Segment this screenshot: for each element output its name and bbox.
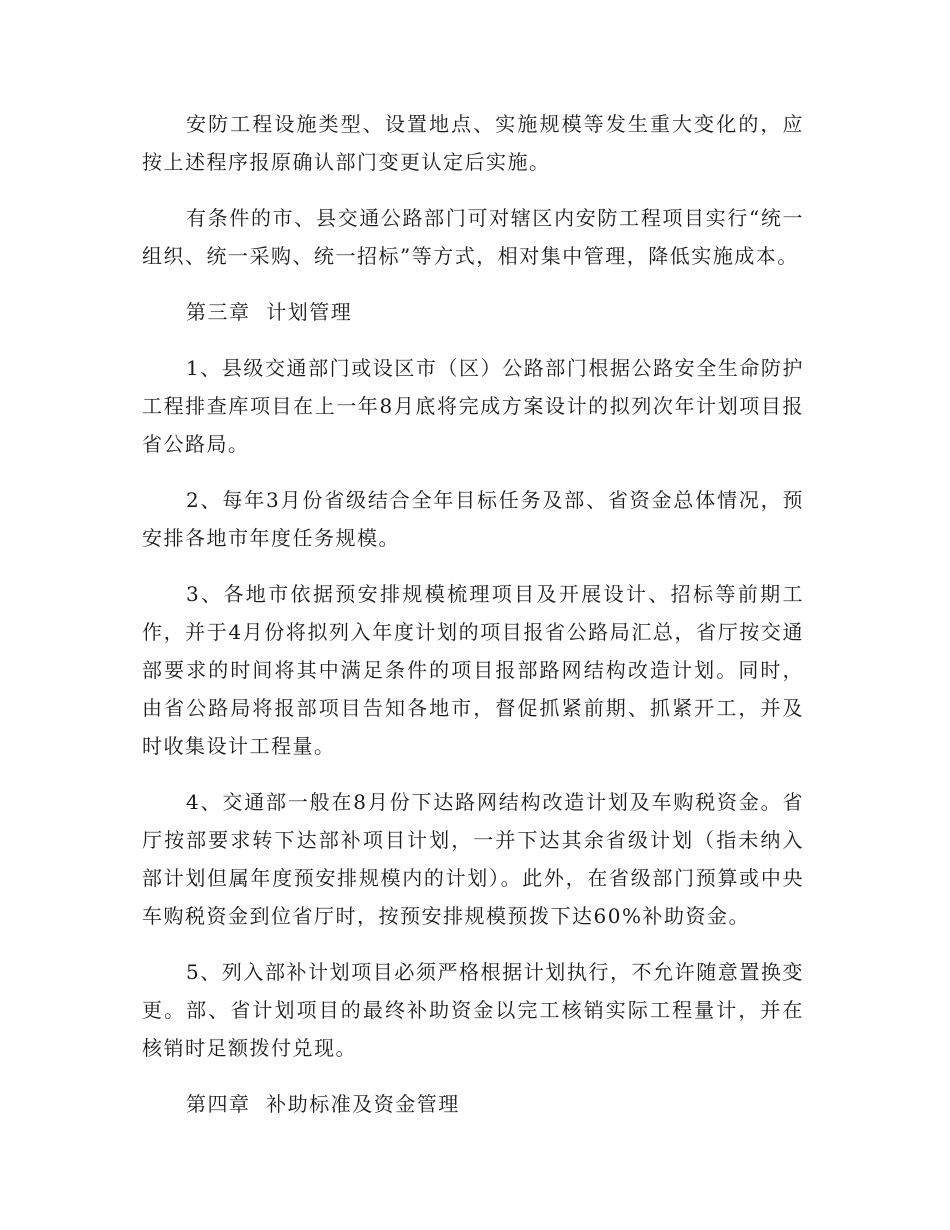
document-body <box>142 105 804 1123</box>
list-item-2: 2、每年3月份省级结合全年目标任务及部、省资金总体情况，预安排各地市年度任务规模。 <box>142 488 804 550</box>
paragraph-centralized-management: 有条件的市、县交通公路部门可对辖区内安防工程项目实行“统一组织、统一采购、统一招标”等方式，相对集中管理，降低实施成本。 <box>142 206 804 268</box>
list-item-4: 4、交通部一般在8月份下达路网结构改造计划及车购税资金。省厅按部要求转下达部补项目计划，一并下达其余省级计划（指未纳入部计划但属年度预安排规模内的计划）。此外，在省级部门预算或中央车购税资金到位省厅时，按预安排规模预拨下达60%补助资金。 <box>142 790 804 928</box>
chapter-4-heading: 第四章 补助标准及资金管理 <box>186 1092 460 1116</box>
list-item-3: 3、各地市依据预安排规模梳理项目及开展设计、招标等前期工作，并于4月份将拟列入年度计划的项目报省公路局汇总，省厅按交通部要求的时间将其中满足条件的项目报部路网结构改造计划。同时，由省公路局将报部项目告知各地市，督促抓紧前期、抓紧开工，并及时收集设计工程量。 <box>142 582 804 758</box>
chapter-3-heading: 第三章 计划管理 <box>186 300 353 324</box>
list-item-5: 5、列入部补计划项目必须严格根据计划执行，不允许随意置换变更。部、省计划项目的最终补助资金以完工核销实际工程量计，并在核销时足额拨付兑现。 <box>142 960 804 1060</box>
list-item-1: 1、县级交通部门或设区市（区）公路部门根据公路安全生命防护工程排查库项目在上一年8月底将完成方案设计的拟列次年计划项目报省公路局。 <box>142 356 804 456</box>
paragraph-facility-change: 安防工程设施类型、设置地点、实施规模等发生重大变化的，应按上述程序报原确认部门变更认定后实施。 <box>142 112 804 174</box>
